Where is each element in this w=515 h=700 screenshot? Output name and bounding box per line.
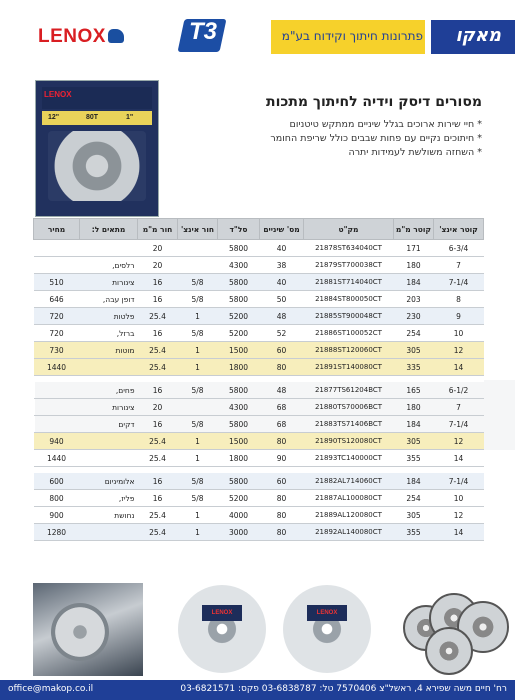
cell-hole-mm: 20 bbox=[138, 257, 178, 274]
column-header: קוטר אינצ' bbox=[434, 219, 484, 240]
cell-rpm: 5200 bbox=[218, 325, 260, 342]
cell-mm: 184 bbox=[394, 416, 434, 433]
table-row bbox=[34, 433, 484, 450]
column-header: חור אינצ' bbox=[178, 219, 218, 240]
table-row bbox=[34, 416, 484, 433]
cell-price: 1440 bbox=[34, 450, 80, 467]
cell-rpm: 5800 bbox=[218, 291, 260, 308]
cell-sku: 21877TS61204BCT bbox=[304, 382, 394, 399]
cell-price: 720 bbox=[34, 308, 80, 325]
makop-banner bbox=[271, 20, 515, 54]
cell-inch: 12 bbox=[434, 342, 484, 359]
cell-rpm: 5800 bbox=[218, 240, 260, 257]
cell-teeth: 48 bbox=[260, 308, 304, 325]
cell-inch: 7-1/4 bbox=[434, 274, 484, 291]
product-photos bbox=[33, 583, 515, 676]
cell-rpm: 1800 bbox=[218, 450, 260, 467]
header bbox=[0, 0, 515, 72]
cell-mm: 171 bbox=[394, 240, 434, 257]
cell-sku: 21888ST120060CT bbox=[304, 342, 394, 359]
cell-mm: 305 bbox=[394, 342, 434, 359]
cell-hole-mm: 25.4 bbox=[138, 450, 178, 467]
cell-inch: 6-3/4 bbox=[434, 240, 484, 257]
cell-mm: 305 bbox=[394, 433, 434, 450]
cell-mm: 335 bbox=[394, 359, 434, 376]
cell-mm: 355 bbox=[394, 524, 434, 541]
package-spec: 80T bbox=[86, 114, 99, 121]
cell-inch: 8 bbox=[434, 291, 484, 308]
cell-rpm: 5800 bbox=[218, 274, 260, 291]
cell-hole-mm: 25.4 bbox=[138, 524, 178, 541]
blade-disc-photo bbox=[283, 585, 371, 673]
cell-use: אלומיניום bbox=[80, 473, 138, 490]
cell-sku: 21882AL714060CT bbox=[304, 473, 394, 490]
cell-use bbox=[80, 433, 138, 450]
company-tagline: פתרונות חיתוך וקידוח בע"מ bbox=[281, 29, 423, 43]
cell-use bbox=[80, 450, 138, 467]
cell-hole-in bbox=[178, 257, 218, 274]
cell-teeth: 40 bbox=[260, 240, 304, 257]
cell-use: פליז, bbox=[80, 490, 138, 507]
cell-teeth: 68 bbox=[260, 399, 304, 416]
cell-price: 720 bbox=[34, 325, 80, 342]
banner-divider bbox=[425, 20, 431, 54]
cell-use: דקים bbox=[80, 416, 138, 433]
table-row bbox=[34, 342, 484, 359]
cell-hole-in: 5/8 bbox=[178, 325, 218, 342]
cell-use: צינורות bbox=[80, 274, 138, 291]
blade-disc-photo bbox=[178, 585, 266, 673]
cell-use: צינורות bbox=[80, 399, 138, 416]
table-row bbox=[34, 490, 484, 507]
disc-label: LENOX bbox=[202, 605, 242, 621]
cell-rpm: 5800 bbox=[218, 473, 260, 490]
cell-inch: 7 bbox=[434, 257, 484, 274]
cell-inch: 10 bbox=[434, 490, 484, 507]
t3-text: T3 bbox=[189, 18, 218, 45]
cell-rpm: 5200 bbox=[218, 490, 260, 507]
cell-rpm: 3000 bbox=[218, 524, 260, 541]
cell-use bbox=[80, 359, 138, 376]
table-row bbox=[34, 291, 484, 308]
cell-hole-in: 1 bbox=[178, 507, 218, 524]
table-row bbox=[34, 473, 484, 490]
cell-teeth: 40 bbox=[260, 274, 304, 291]
cell-mm: 180 bbox=[394, 257, 434, 274]
cell-hole-mm: 25.4 bbox=[138, 308, 178, 325]
cell-mm: 230 bbox=[394, 308, 434, 325]
cell-teeth: 80 bbox=[260, 433, 304, 450]
footer-email[interactable]: office@makop.co.il bbox=[8, 684, 94, 694]
cell-inch: 9 bbox=[434, 308, 484, 325]
cell-sku: 21885ST900048CT bbox=[304, 308, 394, 325]
cell-teeth: 80 bbox=[260, 490, 304, 507]
table-row bbox=[34, 325, 484, 342]
cell-teeth: 80 bbox=[260, 507, 304, 524]
cell-sku: 21884ST800050CT bbox=[304, 291, 394, 308]
table-row bbox=[34, 308, 484, 325]
cell-price: 646 bbox=[34, 291, 80, 308]
page-title: מסורים דיסק וידיה לחיתוך מתכות bbox=[266, 94, 482, 110]
cell-hole-mm: 20 bbox=[138, 240, 178, 257]
column-header: מתאים ל: bbox=[80, 219, 138, 240]
product-package-image bbox=[35, 80, 159, 217]
column-header: מחיר bbox=[34, 219, 80, 240]
cell-price bbox=[34, 399, 80, 416]
cell-hole-mm: 25.4 bbox=[138, 507, 178, 524]
cell-hole-in: 5/8 bbox=[178, 416, 218, 433]
cell-price bbox=[34, 240, 80, 257]
column-header: חור מ"מ bbox=[138, 219, 178, 240]
cell-rpm: 5200 bbox=[218, 308, 260, 325]
table-header-row bbox=[34, 219, 484, 240]
cell-teeth: 48 bbox=[260, 382, 304, 399]
cell-hole-mm: 16 bbox=[138, 416, 178, 433]
cell-price: 1440 bbox=[34, 359, 80, 376]
cell-inch: 6-1/2 bbox=[434, 382, 484, 399]
table-body bbox=[34, 240, 484, 541]
cell-rpm: 1500 bbox=[218, 342, 260, 359]
table-row bbox=[34, 399, 484, 416]
cell-rpm: 1800 bbox=[218, 359, 260, 376]
feature-list bbox=[182, 118, 482, 160]
footer-contact: רח' חיים משה שפירא 4, ראשל"צ 7570406 טל: 03-6838787 פקס: 03-6821571 bbox=[180, 684, 507, 694]
cell-mm: 180 bbox=[394, 399, 434, 416]
cell-hole-in: 1 bbox=[178, 433, 218, 450]
cell-use: דופן עבה, bbox=[80, 291, 138, 308]
cell-hole-mm: 20 bbox=[138, 399, 178, 416]
cell-price bbox=[34, 382, 80, 399]
cell-hole-in: 5/8 bbox=[178, 490, 218, 507]
cell-price: 730 bbox=[34, 342, 80, 359]
cell-hole-in: 1 bbox=[178, 308, 218, 325]
cell-hole-in bbox=[178, 240, 218, 257]
cell-hole-in: 1 bbox=[178, 450, 218, 467]
cell-teeth: 38 bbox=[260, 257, 304, 274]
footer bbox=[0, 680, 515, 700]
cell-mm: 203 bbox=[394, 291, 434, 308]
cell-sku: 21878ST634040CT bbox=[304, 240, 394, 257]
table-row bbox=[34, 274, 484, 291]
tiger-icon bbox=[108, 29, 124, 43]
cell-sku: 21891ST140080CT bbox=[304, 359, 394, 376]
t3-logo bbox=[181, 14, 231, 54]
table-row bbox=[34, 257, 484, 274]
cell-rpm: 4000 bbox=[218, 507, 260, 524]
cell-inch: 7-1/4 bbox=[434, 416, 484, 433]
cell-mm: 254 bbox=[394, 325, 434, 342]
cell-hole-mm: 16 bbox=[138, 473, 178, 490]
column-header: סל"ד bbox=[218, 219, 260, 240]
cell-use: ברזל, bbox=[80, 325, 138, 342]
package-spec: 1" bbox=[126, 114, 134, 121]
cell-use: פלטות bbox=[80, 308, 138, 325]
table-row bbox=[34, 507, 484, 524]
cell-price: 600 bbox=[34, 473, 80, 490]
table-row bbox=[34, 450, 484, 467]
cell-inch: 10 bbox=[434, 325, 484, 342]
cell-use: רלסים, bbox=[80, 257, 138, 274]
cell-hole-mm: 25.4 bbox=[138, 433, 178, 450]
cell-hole-mm: 25.4 bbox=[138, 359, 178, 376]
cell-sku: 21892AL140080CT bbox=[304, 524, 394, 541]
cell-hole-mm: 16 bbox=[138, 382, 178, 399]
feature-item: * חיי שירות ארוכים בגלל שיניים ממתקש טיטניום bbox=[289, 119, 482, 130]
cell-price: 510 bbox=[34, 274, 80, 291]
cell-hole-in: 1 bbox=[178, 524, 218, 541]
cell-mm: 355 bbox=[394, 450, 434, 467]
cell-use bbox=[80, 524, 138, 541]
saw-in-use-photo bbox=[33, 583, 143, 676]
cell-hole-in: 5/8 bbox=[178, 382, 218, 399]
cell-teeth: 90 bbox=[260, 450, 304, 467]
cell-hole-mm: 25.4 bbox=[138, 342, 178, 359]
blade-icon bbox=[425, 627, 473, 675]
feature-item: * השחזה משולשת לעמידות יתרה bbox=[348, 147, 482, 158]
cell-hole-in: 5/8 bbox=[178, 473, 218, 490]
cell-sku: 21880TS70006BCT bbox=[304, 399, 394, 416]
cell-rpm: 5800 bbox=[218, 382, 260, 399]
cell-teeth: 80 bbox=[260, 359, 304, 376]
cell-price bbox=[34, 257, 80, 274]
column-header: מס' שיניים bbox=[260, 219, 304, 240]
cell-hole-in: 1 bbox=[178, 342, 218, 359]
blade-stack-photo bbox=[395, 583, 515, 676]
cell-hole-mm: 16 bbox=[138, 490, 178, 507]
cell-mm: 165 bbox=[394, 382, 434, 399]
cell-teeth: 60 bbox=[260, 342, 304, 359]
table-row bbox=[34, 359, 484, 376]
table-row bbox=[34, 524, 484, 541]
cell-sku: 21881ST714040CT bbox=[304, 274, 394, 291]
cell-inch: 7-1/4 bbox=[434, 473, 484, 490]
cell-sku: 21883TS71406BCT bbox=[304, 416, 394, 433]
cell-price: 1280 bbox=[34, 524, 80, 541]
column-header: קוטר מ"מ bbox=[394, 219, 434, 240]
cell-hole-mm: 16 bbox=[138, 325, 178, 342]
cell-inch: 14 bbox=[434, 524, 484, 541]
cell-teeth: 60 bbox=[260, 473, 304, 490]
cell-sku: 21879ST700038CT bbox=[304, 257, 394, 274]
lenox-logo: LENOX bbox=[38, 26, 124, 48]
cell-sku: 21889AL120080CT bbox=[304, 507, 394, 524]
cell-hole-in: 1 bbox=[178, 359, 218, 376]
company-name: מאקו bbox=[455, 25, 501, 46]
cell-hole-mm: 16 bbox=[138, 291, 178, 308]
disc-label: LENOX bbox=[307, 605, 347, 621]
cell-mm: 184 bbox=[394, 473, 434, 490]
cell-hole-in bbox=[178, 399, 218, 416]
cell-hole-in: 5/8 bbox=[178, 274, 218, 291]
cell-use bbox=[80, 240, 138, 257]
cell-teeth: 80 bbox=[260, 524, 304, 541]
column-header: מק"ט bbox=[304, 219, 394, 240]
makop-name-box bbox=[431, 20, 515, 54]
cell-use: נחושת bbox=[80, 507, 138, 524]
cell-sku: 21886ST100052CT bbox=[304, 325, 394, 342]
cell-rpm: 4300 bbox=[218, 399, 260, 416]
spec-table bbox=[33, 218, 484, 541]
cell-price: 900 bbox=[34, 507, 80, 524]
cell-inch: 7 bbox=[434, 399, 484, 416]
table-row bbox=[34, 240, 484, 257]
cell-hole-in: 5/8 bbox=[178, 291, 218, 308]
cell-inch: 12 bbox=[434, 433, 484, 450]
cell-sku: 21890TS120080CT bbox=[304, 433, 394, 450]
cell-price: 940 bbox=[34, 433, 80, 450]
package-specs bbox=[42, 111, 152, 125]
cell-rpm: 5800 bbox=[218, 416, 260, 433]
cell-rpm: 4300 bbox=[218, 257, 260, 274]
cell-mm: 254 bbox=[394, 490, 434, 507]
cell-price: 800 bbox=[34, 490, 80, 507]
cell-mm: 305 bbox=[394, 507, 434, 524]
table-row bbox=[34, 382, 484, 399]
package-brand: LENOX bbox=[44, 90, 72, 99]
cell-hole-mm: 16 bbox=[138, 274, 178, 291]
feature-item: * חיתוכים נקיים עם פחות שבבים כולל שריפת החומר bbox=[270, 133, 482, 144]
cell-use: פחים, bbox=[80, 382, 138, 399]
blade-image bbox=[48, 131, 146, 201]
cell-use: מוטות bbox=[80, 342, 138, 359]
cell-sku: 21887AL100080CT bbox=[304, 490, 394, 507]
cell-rpm: 1500 bbox=[218, 433, 260, 450]
cell-inch: 14 bbox=[434, 450, 484, 467]
package-spec: 12" bbox=[48, 114, 60, 121]
cell-teeth: 52 bbox=[260, 325, 304, 342]
cell-teeth: 68 bbox=[260, 416, 304, 433]
cell-inch: 12 bbox=[434, 507, 484, 524]
cell-inch: 14 bbox=[434, 359, 484, 376]
cell-mm: 184 bbox=[394, 274, 434, 291]
cell-price bbox=[34, 416, 80, 433]
cell-sku: 21893TC140000CT bbox=[304, 450, 394, 467]
cell-teeth: 50 bbox=[260, 291, 304, 308]
blade-icon bbox=[51, 603, 109, 661]
